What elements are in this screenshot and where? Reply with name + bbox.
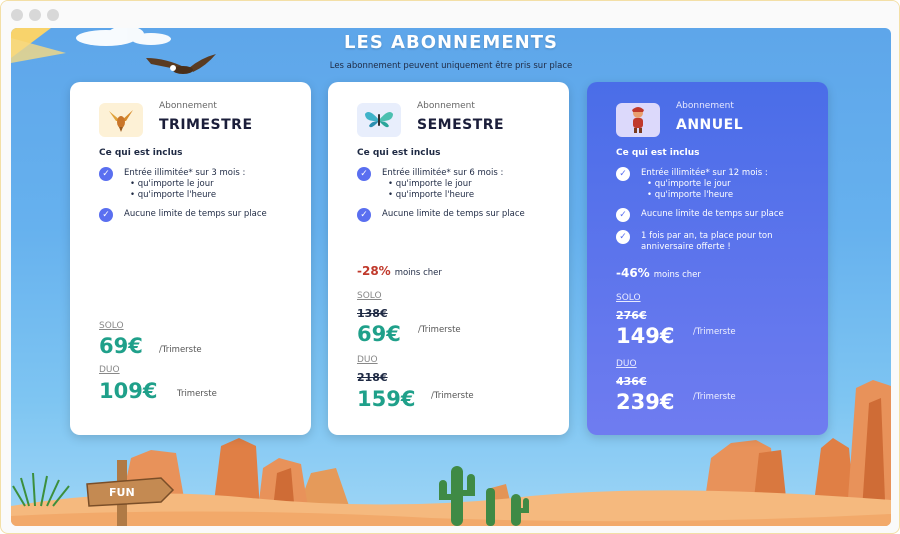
plan-name: TRIMESTRE	[159, 117, 253, 133]
solo-period: /Trimerste	[693, 327, 736, 337]
page-title: LES ABONNEMENTS	[344, 32, 558, 53]
duo-old-price: 218€	[357, 371, 388, 384]
duo-price: 239€	[616, 390, 675, 414]
discount-percent: -28%	[357, 264, 391, 278]
plan-name: SEMESTRE	[417, 117, 505, 133]
discount-badge	[357, 264, 442, 278]
check-icon: ✓	[616, 230, 630, 244]
feature-subitem: • qu'importe l'heure	[130, 190, 217, 200]
sign-text: FUN	[109, 486, 135, 499]
feature-subitem: • qu'importe le jour	[130, 179, 214, 189]
check-icon: ✓	[616, 167, 630, 181]
plan-kicker: Abonnement	[676, 101, 734, 111]
check-icon: ✓	[357, 167, 371, 181]
solo-label: SOLO	[357, 291, 382, 301]
duo-period: Trimerste	[177, 389, 217, 399]
page-subtitle: Les abonnement peuvent uniquement être pris sur place	[329, 61, 573, 71]
discount-badge	[616, 266, 701, 280]
check-icon: ✓	[357, 208, 371, 222]
window-dot-icon[interactable]	[11, 9, 23, 21]
duo-price: 109€	[99, 379, 158, 403]
duo-old-price: 436€	[616, 375, 647, 388]
solo-price: 69€	[99, 334, 143, 358]
window-chrome	[1, 1, 899, 27]
plan-kicker: Abonnement	[159, 101, 217, 111]
feature-text: 1 fois par an, ta place pour ton	[641, 231, 773, 241]
included-heading: Ce qui est inclus	[357, 148, 441, 158]
butterfly-icon	[357, 103, 401, 137]
solo-label: SOLO	[99, 321, 124, 331]
solo-period: /Trimerste	[159, 345, 202, 355]
duo-period: /Trimerste	[431, 391, 474, 401]
window-dot-icon[interactable]	[47, 9, 59, 21]
solo-old-price: 138€	[357, 307, 388, 320]
plan-card-annuel[interactable]	[587, 82, 828, 435]
solo-label: SOLO	[616, 293, 641, 303]
feature-text: Entrée illimitée* sur 3 mois :	[124, 168, 246, 178]
duo-price: 159€	[357, 387, 416, 411]
feature-text: Aucune limite de temps sur place	[382, 209, 525, 219]
feature-text: Entrée illimitée* sur 12 mois :	[641, 168, 768, 178]
duo-label: DUO	[99, 365, 120, 375]
feature-subitem: • qu'importe l'heure	[388, 190, 475, 200]
check-icon: ✓	[616, 208, 630, 222]
solo-price: 69€	[357, 322, 401, 346]
included-heading: Ce qui est inclus	[99, 148, 183, 158]
check-icon: ✓	[99, 208, 113, 222]
duo-label: DUO	[357, 355, 378, 365]
check-icon: ✓	[99, 167, 113, 181]
feature-text: Aucune limite de temps sur place	[124, 209, 267, 219]
discount-label: moins cher	[394, 268, 442, 278]
pricing-page	[11, 28, 891, 526]
feature-subitem: • qu'importe l'heure	[647, 190, 734, 200]
feature-text: Entrée illimitée* sur 6 mois :	[382, 168, 504, 178]
plan-name: ANNUEL	[676, 117, 744, 133]
feature-text: Aucune limite de temps sur place	[641, 209, 784, 219]
solo-period: /Trimerste	[418, 325, 461, 335]
feature-subitem: • qu'importe le jour	[647, 179, 731, 189]
solo-price: 149€	[616, 324, 675, 348]
duo-label: DUO	[616, 359, 637, 369]
solo-old-price: 276€	[616, 309, 647, 322]
character-icon	[616, 103, 660, 137]
duo-period: /Trimerste	[693, 392, 736, 402]
window-dot-icon[interactable]	[29, 9, 41, 21]
plan-card-semestre[interactable]	[328, 82, 569, 435]
discount-percent: -46%	[616, 266, 650, 280]
feature-text-line2: anniversaire offerte !	[641, 242, 731, 252]
bird-icon	[99, 103, 143, 137]
discount-label: moins cher	[653, 270, 701, 280]
plan-card-trimestre[interactable]	[70, 82, 311, 435]
feature-subitem: • qu'importe le jour	[388, 179, 472, 189]
included-heading: Ce qui est inclus	[616, 148, 700, 158]
plan-kicker: Abonnement	[417, 101, 475, 111]
